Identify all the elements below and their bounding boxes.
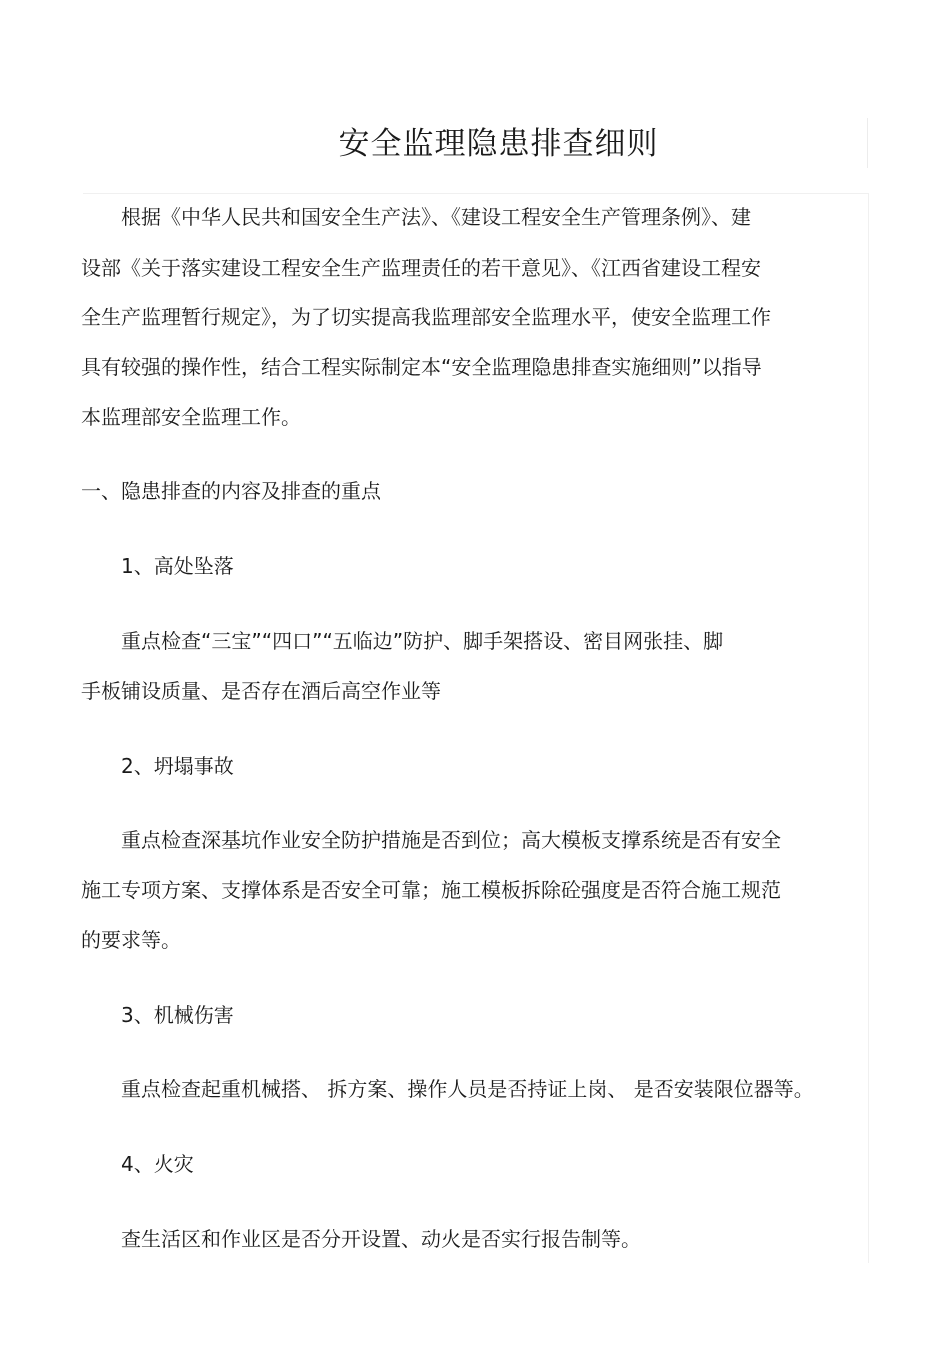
item-heading: 3、机械伤害 <box>121 1003 234 1027</box>
intro-line: 设部《关于落实建设工程安全生产监理责任的若干意见》、《江西省建设工程安 <box>81 256 761 280</box>
header-divider <box>83 193 869 194</box>
item-body-line: 的要求等。 <box>81 928 181 952</box>
item-body-line: 手板铺设质量、是否存在酒后高空作业等 <box>81 679 441 703</box>
intro-line: 根据《中华人民共和国安全生产法》、《建设工程安全生产管理条例》、建 <box>121 205 751 229</box>
intro-line: 具有较强的操作性，结合工程实际制定本“安全监理隐患排查实施细则”以指导 <box>81 355 762 379</box>
intro-line: 全生产监理暂行规定》，为了切实提高我监理部安全监理水平，使安全监理工作 <box>81 305 771 329</box>
item-body-line: 施工专项方案、支撑体系是否安全可靠；施工模板拆除砼强度是否符合施工规范 <box>81 878 781 902</box>
item-body-line: 重点检查起重机械搭、 拆方案、操作人员是否持证上岗、 是否安装限位器等。 <box>121 1077 814 1101</box>
item-heading: 2、坍塌事故 <box>121 754 234 778</box>
intro-line: 本监理部安全监理工作。 <box>81 405 301 429</box>
document-title: 安全监理隐患排查细则 <box>338 126 659 162</box>
item-body-line: 重点检查“三宝”“四口”“五临边”防护、脚手架搭设、密目网张挂、脚 <box>121 629 724 653</box>
section-heading: 一、隐患排查的内容及排查的重点 <box>81 479 381 503</box>
page-edge-line <box>868 193 869 1263</box>
item-heading: 1、高处坠落 <box>121 554 234 578</box>
item-body-line: 重点检查深基坑作业安全防护措施是否到位；高大模板支撑系统是否有安全 <box>121 828 781 852</box>
item-heading: 4、火灾 <box>121 1152 194 1176</box>
item-body-line: 查生活区和作业区是否分开设置、动火是否实行报告制等。 <box>121 1227 641 1251</box>
